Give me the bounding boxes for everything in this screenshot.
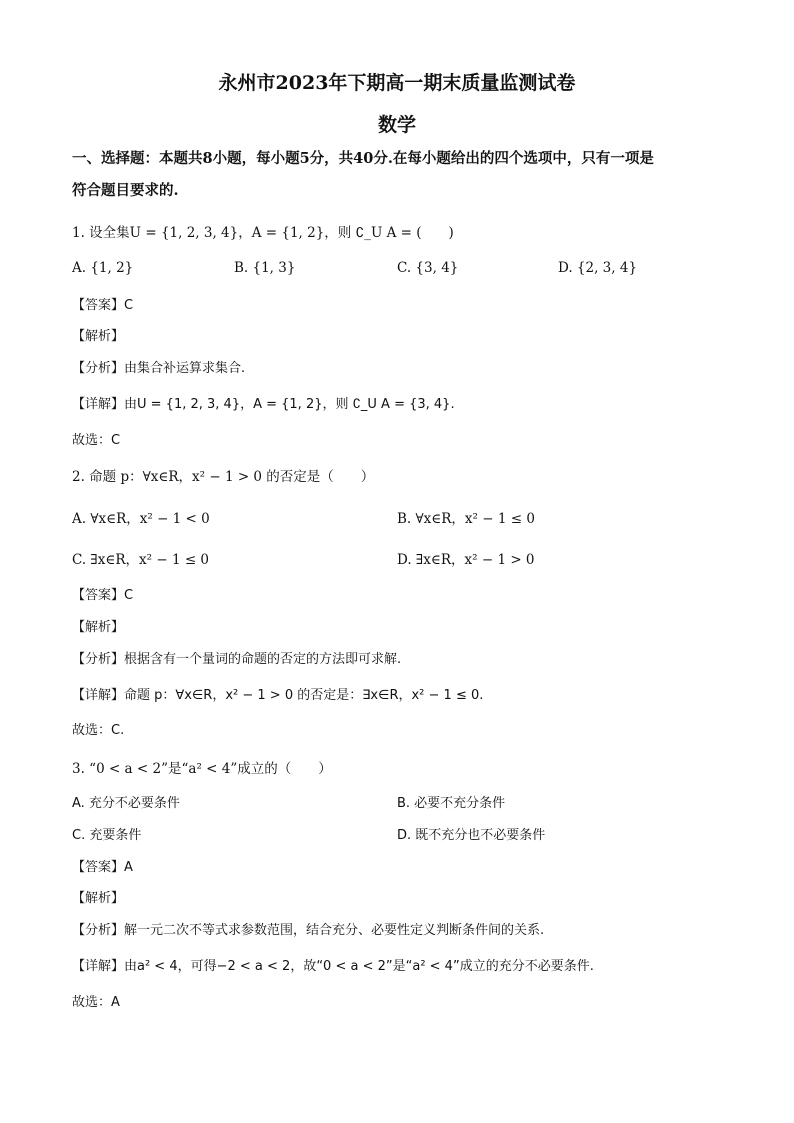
section-instructions-line2: 符合题目要求的.	[72, 182, 179, 199]
subject-heading: 数学	[377, 114, 416, 136]
q2-detail: 【详解】命题 p：∀x∈R，x² − 1 > 0 的否定是：∃x∈R，x² − 1 ≤ 0.	[72, 688, 484, 703]
section-instructions-line1: 一、选择题：本题共8小题，每小题5分，共40分.在每小题给出的四个选项中，只有一项是	[72, 150, 654, 167]
q2-jiexi: 【解析】	[72, 620, 125, 635]
page-title: 永州市2023年下期高一期末质量监测试卷	[218, 72, 576, 94]
q2-option-a: A. ∀x∈R，x² − 1 < 0	[72, 511, 210, 527]
q2-option-b: B. ∀x∈R，x² − 1 ≤ 0	[397, 511, 535, 527]
q3-choice: 故选：A	[72, 995, 120, 1010]
q3-answer: 【答案】A	[72, 860, 133, 875]
q3-option-c: C. 充要条件	[72, 828, 142, 843]
q2-analysis: 【分析】根据含有一个量词的命题的否定的方法即可求解.	[72, 652, 402, 667]
q1-option-a: A. {1, 2}	[72, 260, 134, 276]
q1-choice: 故选：C	[72, 433, 121, 448]
q1-stem: 1. 设全集U = {1, 2, 3, 4}，A = {1, 2}，则 ∁_U A = ( )	[72, 225, 454, 241]
q2-stem: 2. 命题 p：∀x∈R，x² − 1 > 0 的否定是（ ）	[72, 469, 375, 485]
q1-option-d: D. {2, 3, 4}	[558, 260, 638, 276]
q3-option-d: D. 既不充分也不必要条件	[397, 828, 546, 843]
q1-answer: 【答案】C	[72, 298, 134, 313]
q3-jiexi: 【解析】	[72, 891, 125, 906]
q1-option-c: C. {3, 4}	[397, 260, 459, 276]
q2-answer: 【答案】C	[72, 588, 134, 603]
q1-jiexi: 【解析】	[72, 329, 125, 344]
q2-option-c: C. ∃x∈R，x² − 1 ≤ 0	[72, 552, 210, 568]
q3-option-a: A. 充分不必要条件	[72, 796, 180, 811]
q2-choice: 故选：C.	[72, 723, 125, 738]
q2-option-d: D. ∃x∈R，x² − 1 > 0	[397, 552, 535, 568]
q3-option-b: B. 必要不充分条件	[397, 796, 506, 811]
q1-analysis: 【分析】由集合补运算求集合.	[72, 361, 246, 376]
q3-analysis: 【分析】解一元二次不等式求参数范围，结合充分、必要性定义判断条件间的关系.	[72, 923, 545, 938]
q1-option-b: B. {1, 3}	[234, 260, 296, 276]
q1-detail: 【详解】由U = {1, 2, 3, 4}，A = {1, 2}，则 ∁_U A = {3, 4}.	[72, 397, 455, 412]
q3-detail: 【详解】由a² < 4，可得−2 < a < 2，故“0 < a < 2”是“a² < 4”成立的充分不必要条件.	[72, 959, 594, 974]
q3-stem: 3. “0 < a < 2”是“a² < 4”成立的（ ）	[72, 761, 332, 777]
